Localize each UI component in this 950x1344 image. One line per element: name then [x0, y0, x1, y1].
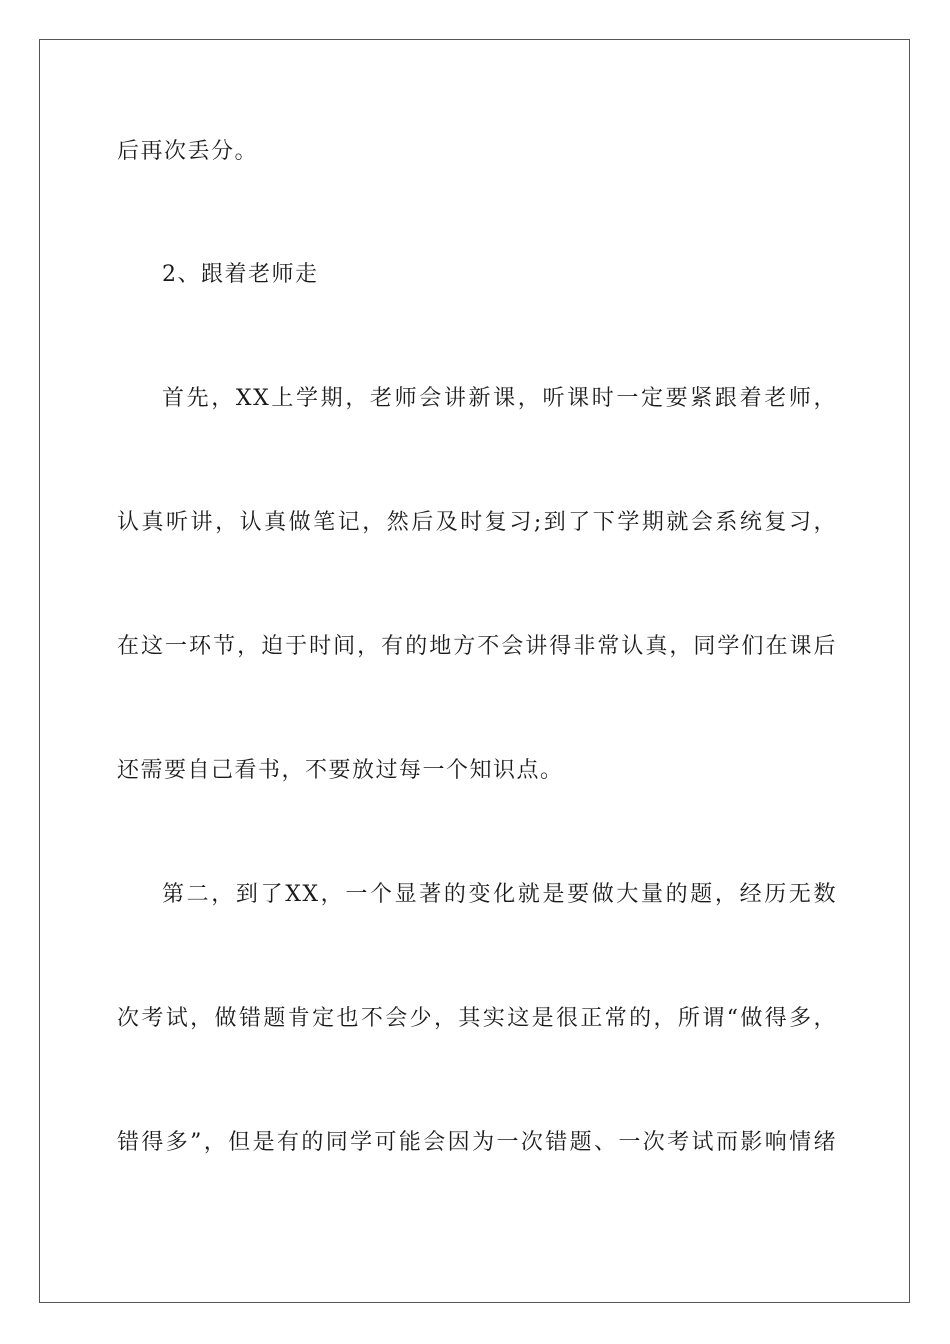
text-line: 第二，到了XX，一个显著的变化就是要做大量的题，经历无数	[162, 882, 837, 907]
text-line: 后再次丢分。	[117, 139, 259, 164]
text-line: 次考试，做错题肯定也不会少，其实这是很正常的，所谓“做得多，	[117, 1006, 837, 1031]
text-line: 错得多”，但是有的同学可能会因为一次错题、一次考试而影响情绪	[117, 1130, 837, 1155]
text-line: 还需要自己看书，不要放过每一个知识点。	[117, 758, 564, 783]
text-line: 认真听讲，认真做笔记，然后及时复习;到了下学期就会系统复习，	[117, 510, 837, 535]
page-border	[39, 39, 910, 1303]
text-line: 首先，XX上学期，老师会讲新课，听课时一定要紧跟着老师，	[162, 386, 837, 411]
section-heading: 2、跟着老师走	[162, 262, 319, 287]
text-line: 在这一环节，迫于时间，有的地方不会讲得非常认真，同学们在课后	[117, 634, 837, 659]
